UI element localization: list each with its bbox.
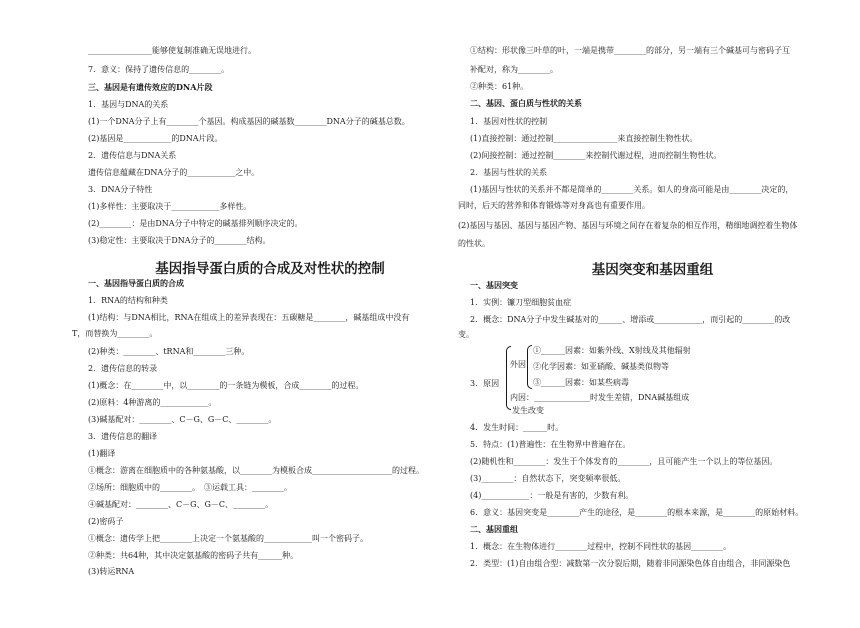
right-line: 的性状。 <box>458 239 490 248</box>
right-line: 补配对，称为________。 <box>470 65 558 74</box>
right-line: ①结构：形状像三叶草的叶，一端是携带________的部分，另一端有三个碱基可与密码子互 <box>470 46 790 55</box>
left-line: 1．RNA的结构和种类 <box>88 296 168 305</box>
inner-brace <box>527 345 532 389</box>
left-line: ①概念：遗传学上把________上决定一个氨基酸的____________叫一个密码子。 <box>88 534 368 543</box>
right-line: (2)间接控制：通过控制________来控制代谢过程，进而控制生物性状。 <box>470 151 722 160</box>
right-line: 1．概念：在生物体进行________过程中，控制不同性状的基因________。 <box>470 542 732 551</box>
section-title: 基因突变和基因重组 <box>591 262 714 278</box>
right-line: 1．基因对性状的控制 <box>470 117 548 126</box>
left-line: (2)原料：4种游离的____________。 <box>88 398 217 407</box>
right-line: (2)随机性和________：发生于个体发育的________，且可能产生一个以上的等位基因。 <box>470 457 778 466</box>
right-line: (3)________：自然状态下，突变频率很低。 <box>470 474 626 483</box>
left-line: (1)多样性：主要取决于____________多样性。 <box>88 202 252 211</box>
left-heading: 三、基因是有遗传效应的DNA片段 <box>88 82 213 92</box>
right-line: 2．基因与性状的关系 <box>470 168 548 177</box>
inner-cause: 内因：______________时发生差错，DNA碱基组成 <box>510 393 690 402</box>
cause-label: 3．原因 <box>470 379 500 388</box>
right-heading: 二、基因、蛋白质与性状的关系 <box>470 98 582 108</box>
section-title: 基因指导蛋白质的合成及对性状的控制 <box>155 261 385 277</box>
left-line: 3．DNA分子特性 <box>88 185 153 194</box>
right-line: 2．概念：DNA分子中发生碱基对的______、增添或____________，而引起的________的改 <box>470 315 791 324</box>
right-line: (1)基因与性状的关系并不都是简单的________关系。如人的身高可能是由________决定的， <box>470 185 794 194</box>
left-line: (3)碱基配对：________、C－G、G－C、________。 <box>88 415 277 424</box>
right-line: 变。 <box>458 330 474 339</box>
left-line: (2)种类：________、tRNA和________三种。 <box>88 347 250 356</box>
right-line: 6．意义：基因突变是________产生的途径，是________的根本来源，是________的原始材料。 <box>470 508 804 517</box>
left-line: (2)基因是____________的DNA片段。 <box>88 134 223 143</box>
right-line: 同时，后天的营养和体育锻炼等对身高也有重要作用。 <box>458 201 650 210</box>
left-line: (3)稳定性：主要取决于DNA分子的________结构。 <box>88 236 271 245</box>
left-line: ①概念：游离在细胞质中的各种氨基酸，以________为模板合成____________________的过程。 <box>88 466 424 475</box>
left-line: (3)转运RNA <box>88 567 135 576</box>
left-line: (1)概念：在________中，以________的一条链为模板，合成________的过程。 <box>88 381 364 390</box>
left-heading: 一、基因指导蛋白质的合成 <box>88 278 184 288</box>
left-line: 1．基因与DNA的关系 <box>88 100 169 109</box>
left-line: ②场所：细胞质中的________。 ③运载工具：________。 <box>88 483 292 492</box>
left-line: ④碱基配对：________、C－G、G－C、________。 <box>88 500 274 509</box>
left-line: 遗传信息蕴藏在DNA分子的____________之中。 <box>88 168 260 177</box>
right-line: 4．发生时间：______时。 <box>470 423 564 432</box>
left-line: (1)结构：与DNA相比，RNA在组成上的差异表现在：五碳糖是________，碱基组成中没有 <box>88 313 410 322</box>
right-line: (2)基因与基因、基因与基因产物、基因与环境之间存在着复杂的相互作用，精细地调控着生物体 <box>458 221 798 230</box>
outer-cause-item: ②化学因素：如亚硝酸、碱基类似物等 <box>533 362 669 371</box>
left-line: (1)翻译 <box>88 449 116 458</box>
left-line: (2)________：是由DNA分子中特定的碱基排列顺序决定的。 <box>88 219 303 228</box>
left-line: 2．遗传信息的转录 <box>88 364 158 373</box>
left-line: T，而替换为________。 <box>72 329 158 338</box>
left-line: 3．遗传信息的翻译 <box>88 432 158 441</box>
right-line: 1．实例：镰刀型细胞贫血症 <box>470 298 572 307</box>
left-line: ②种类：共64种，其中决定氨基酸的密码子共有______种。 <box>88 551 299 560</box>
left-line: 2．遗传信息与DNA关系 <box>88 151 177 160</box>
left-line: 7．意义：保持了遗传信息的________。 <box>88 65 230 74</box>
outer-cause-item: ③______因素：如某些病毒 <box>533 378 629 387</box>
right-line: ②种类：61种。 <box>470 82 529 91</box>
right-line: (1)直接控制：通过控制________________来直接控制生物性状。 <box>470 134 698 143</box>
inner-cause-cont: 发生改变 <box>512 406 544 415</box>
left-line: ________________能够使复制准确无误地进行。 <box>88 46 256 55</box>
left-line: (1)一个DNA分子上有________个基因。构成基因的碱基数________DNA分子的碱基总数。 <box>88 117 410 126</box>
right-heading: 一、基因突变 <box>470 280 518 290</box>
right-line: (4)____________：一般是有害的，少数有利。 <box>470 491 634 500</box>
right-heading: 二、基因重组 <box>470 524 518 534</box>
left-line: (2)密码子 <box>88 517 124 526</box>
right-line: 5．特点：(1)普遍性：在生物界中普遍存在。 <box>470 440 631 449</box>
outer-cause-label: 外因 <box>510 360 526 369</box>
right-line: 2．类型：(1)自由组合型：减数第一次分裂后期，随着非同源染色体自由组合，非同源染色 <box>470 559 791 568</box>
outer-cause-item: ①______因素：如紫外线、X射线及其他辐射 <box>533 346 691 355</box>
